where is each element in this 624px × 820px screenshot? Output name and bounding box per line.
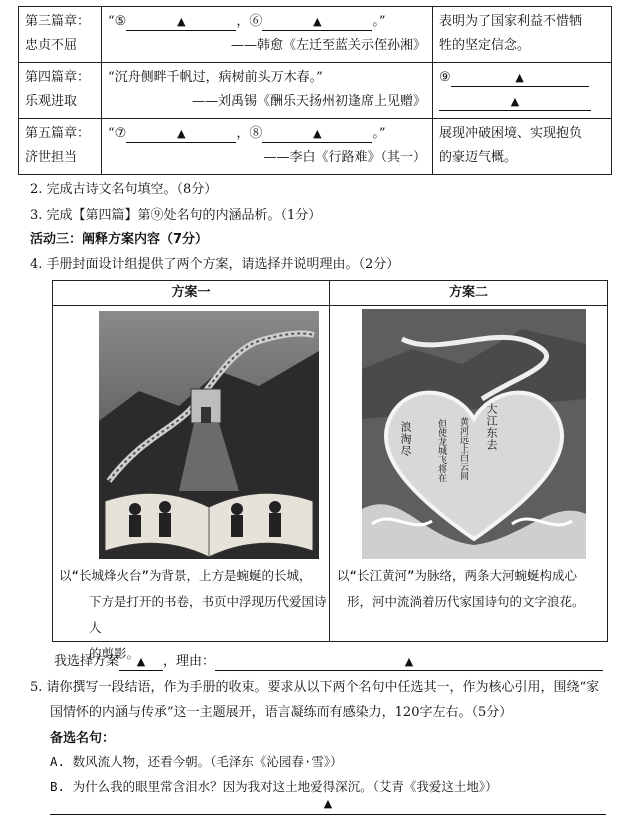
- question-2: 2. 完成古诗文名句填空。（8分）: [30, 182, 218, 197]
- plan-2-title: 方案二: [330, 281, 607, 306]
- blank-label-7: “⑦: [108, 126, 127, 141]
- blank-5[interactable]: [126, 14, 236, 31]
- blank-marker: ▲: [515, 71, 524, 84]
- blank-label-6: ，⑥: [236, 14, 263, 29]
- blank-7[interactable]: [126, 126, 236, 143]
- blank-9-line1[interactable]: [451, 70, 589, 87]
- alternative-a: A. 数风流人物，还看今朝。（毛泽东《沁园春·雪》）: [50, 754, 343, 769]
- question-5-line: 国情怀的内涵与传承”这一主题展开，语言凝练而有感染力，120字左右。（5分）: [50, 705, 513, 720]
- meaning-cell: [433, 7, 612, 63]
- quote-cell: [102, 63, 433, 119]
- meaning-line: 展现冲破困境、实现抱负: [439, 126, 583, 141]
- plan-choice-blank[interactable]: [119, 654, 163, 671]
- choice-prefix: 我选择方案: [54, 654, 120, 669]
- blank-6[interactable]: [262, 14, 372, 31]
- question-3: 3. 完成【第四篇】第⑨处名句的内涵品析。（1分）: [30, 208, 322, 223]
- reason-blank[interactable]: [215, 654, 603, 671]
- plans-table: [52, 280, 608, 661]
- blank-marker: ▲: [177, 15, 186, 28]
- quote-close: 。”: [372, 126, 386, 141]
- chapter-theme: 乐观进取: [25, 94, 78, 109]
- table-row: [19, 63, 612, 119]
- caption-line: 下方是打开的书卷，书页中浮现历代爱国诗人: [89, 594, 327, 635]
- alternative-b: B. 为什么我的眼里常含泪水？因为我对这土地爱得深沉。（艾青《我爱这土地》）: [50, 779, 498, 794]
- plan-2-image-text: 大江东去: [485, 403, 498, 451]
- blank-label-8: ，⑧: [236, 126, 263, 141]
- blank-label-9: ⑨: [439, 70, 451, 85]
- reason-label: ，理由：: [163, 654, 216, 669]
- quote-source: ——李白《行路难》（其一）: [263, 150, 426, 165]
- quote-text: “沉舟侧畔千帆过，病树前头万木春。”: [108, 70, 323, 85]
- quote-source: ——刘禹锡《酬乐天扬州初逢席上见赠》: [191, 94, 426, 109]
- chapter-theme: 济世担当: [25, 150, 78, 165]
- quote-source: ——韩愈《左迁至蓝关示侄孙湘》: [230, 38, 426, 53]
- meaning-line: 牲的坚定信念。: [439, 38, 531, 53]
- question-4: 4. 手册封面设计组提供了两个方案，请选择并说明理由。（2分）: [30, 257, 400, 272]
- plan-2-image-text: 黄河远上白云间: [458, 417, 468, 480]
- blank-label-5: “⑤: [108, 14, 127, 29]
- plan-2-caption: [337, 563, 605, 615]
- blank-marker: ▲: [177, 127, 186, 140]
- chapter-cell: [19, 7, 102, 63]
- quote-cell: [102, 119, 433, 175]
- alternatives-title: 备选名句：: [50, 731, 116, 746]
- chapter-cell: [19, 63, 102, 119]
- quote-cell: [102, 7, 433, 63]
- blank-marker: ▲: [313, 15, 322, 28]
- blank-marker: ▲: [313, 127, 322, 140]
- choice-line: [54, 650, 603, 671]
- plan-2-image-text: 但使龙城飞将在: [436, 419, 446, 482]
- plan-2-image-text: 浪淘尽: [399, 421, 412, 457]
- blank-8[interactable]: [262, 126, 372, 143]
- blank-marker: ▲: [404, 655, 414, 668]
- chapter-title: 第三篇章：: [25, 14, 91, 29]
- caption-line: 形，河中流淌着历代家国诗句的文字浪花。: [347, 594, 585, 609]
- blank-marker: ▲: [510, 95, 520, 108]
- meaning-line: 表明为了国家利益不惜牺: [439, 14, 583, 29]
- blank-marker: ▲: [323, 797, 333, 810]
- plan-1-title: 方案一: [53, 281, 329, 306]
- chapter-cell: [19, 119, 102, 175]
- quote-close: 。”: [372, 14, 386, 29]
- blank-9-line2[interactable]: [439, 94, 591, 111]
- question-5-line: 5. 请你撰写一段结语，作为手册的收束。要求从以下两个名句中任选其一，作为核心引用，围绕“家: [30, 680, 600, 695]
- chapter-theme: 忠贞不屈: [25, 38, 78, 53]
- caption-line: 的剪影。: [89, 646, 140, 661]
- answer-line[interactable]: [50, 796, 606, 815]
- caption-line: 以“长江黄河”为脉络，两条大河蜿蜒构成心: [337, 568, 578, 583]
- meaning-cell: [433, 63, 612, 119]
- poem-table: [18, 6, 612, 175]
- table-row: [19, 119, 612, 175]
- table-row: [19, 7, 612, 63]
- chapter-title: 第五篇章：: [25, 126, 91, 141]
- meaning-line: 的豪迈气概。: [439, 150, 518, 165]
- chapter-title: 第四篇章：: [25, 70, 91, 85]
- activity-3-heading: 活动三：阐释方案内容（7分）: [30, 232, 209, 247]
- caption-line: 以“长城烽火台”为背景，上方是蜿蜒的长城，: [59, 568, 312, 583]
- plan-1-image: [99, 311, 319, 559]
- blank-marker: ▲: [136, 655, 146, 668]
- plan-2-image: [362, 309, 586, 559]
- column-divider: [329, 281, 330, 641]
- meaning-cell: [433, 119, 612, 175]
